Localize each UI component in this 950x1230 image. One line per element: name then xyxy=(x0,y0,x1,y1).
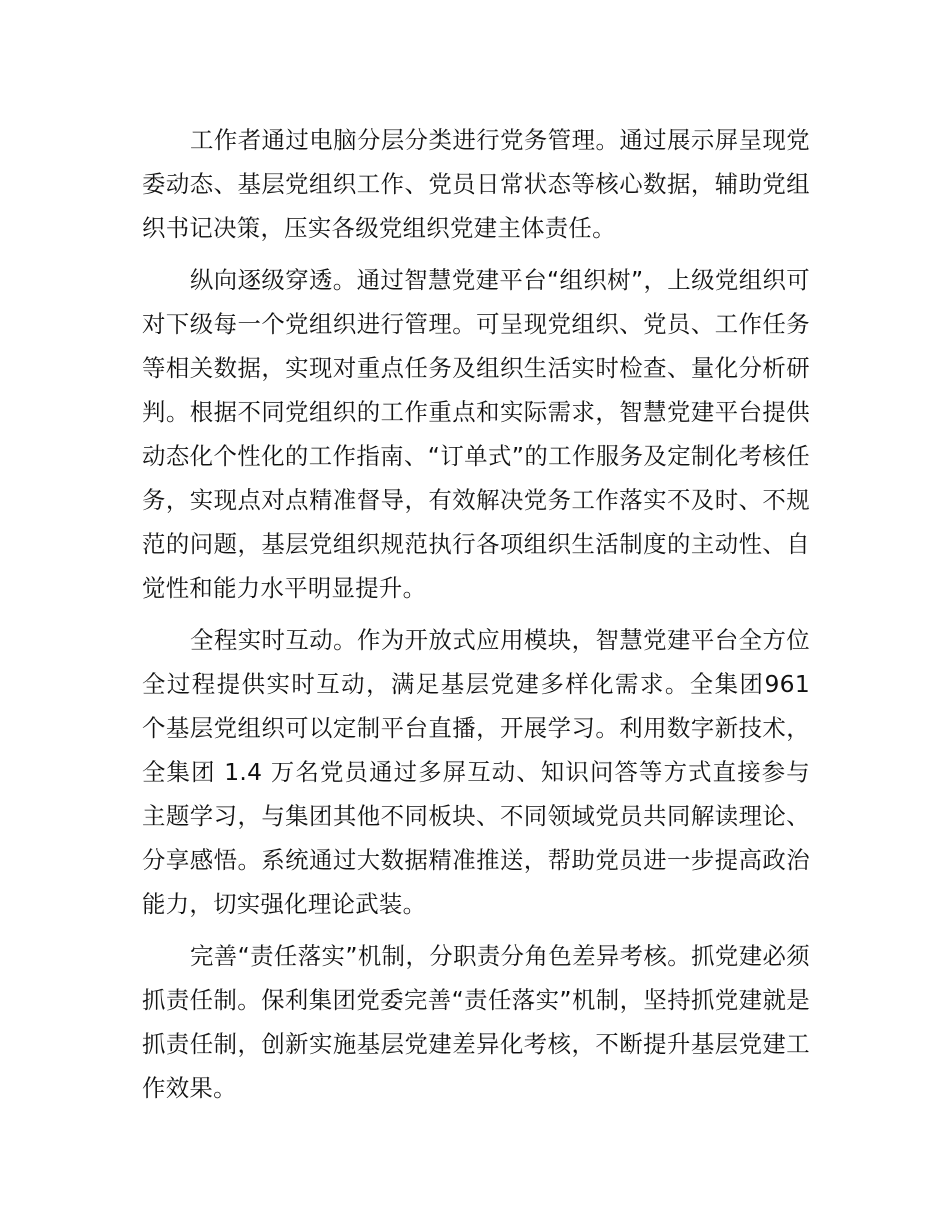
paragraph-realtime-interaction: 全程实时互动。作为开放式应用模块，智慧党建平台全方位全过程提供实时互动，满足基层党建多样化需求。全集团961 个基层党组织可以定制平台直播，开展学习。利用数字新技术，全集团 1.4 万名党员通过多屏互动、知识问答等方式直接参与主题学习，与集团其他不同板块、不同领域党员共同解读理论、分享感悟。系统通过大数据精准推送，帮助党员进一步提高政治能力，切实强化理论武装。 xyxy=(142,626,810,918)
paragraph-vertical-penetration: 纵向逐级穿透。通过智慧党建平台“组织树”，上级党组织可对下级每一个党组织进行管理。可呈现党组织、党员、工作任务等相关数据，实现对重点任务及组织生活实时检查、量化分析研判。根据不同党组织的工作重点和实际需求，智慧党建平台提供动态化个性化的工作指南、“订单式”的工作服务及定制化考核任务，实现点对点精准督导，有效解决党务工作落实不及时、不规范的问题，基层党组织规范执行各项组织生活制度的主动性、自觉性和能力水平明显提升。 xyxy=(142,266,810,602)
document-page xyxy=(142,118,810,1118)
paragraph-party-affairs-management: 工作者通过电脑分层分类进行党务管理。通过展示屏呈现党委动态、基层党组织工作、党员日常状态等核心数据，辅助党组织书记决策，压实各级党组织党建主体责任。 xyxy=(142,126,810,242)
paragraph-responsibility-mechanism: 完善“责任落实”机制，分职责分角色差异考核。抓党建必须抓责任制。保利集团党委完善“责任落实”机制，坚持抓党建就是抓责任制，创新实施基层党建差异化考核，不断提升基层党建工作效果。 xyxy=(142,942,810,1102)
